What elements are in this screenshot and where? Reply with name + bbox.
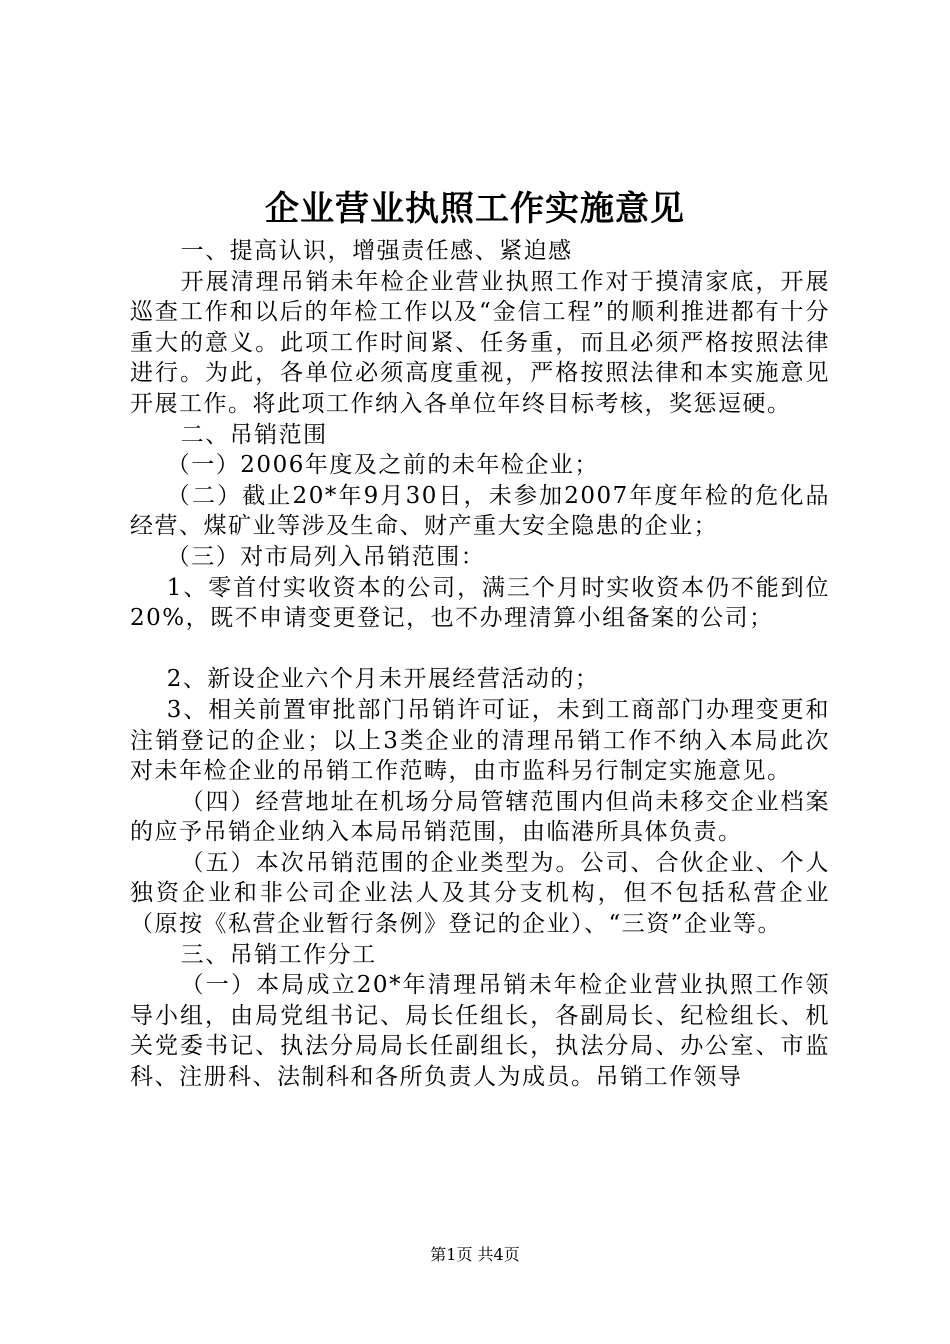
paragraph: （五）本次吊销范围的企业类型为。公司、合伙企业、个人独资企业和非公司企业法人及其分支机构，但不包括私营企业（原按《私营企业暂行条例》登记的企业）、“三资”企业等。 xyxy=(130,849,830,938)
paragraph: （一）本局成立20*年清理吊销未年检企业营业执照工作领导小组，由局党组书记、局长任组长，各副局长、纪检组长、机关党委书记、执法分局局长任副组长，执法分局、办公室、市监科、注册科、法制科和各所负责人为成员。吊销工作领导 xyxy=(130,972,830,1091)
paragraph: （四）经营地址在机场分局管辖范围内但尚未移交企业档案的应予吊销企业纳入本局吊销范围，由临港所具体负责。 xyxy=(130,788,830,846)
paragraph: 1、零首付实收资本的公司，满三个月时实收资本仍不能到位20%，既不申请变更登记，也不办理清算小组备案的公司； xyxy=(130,574,830,632)
document-title: 企业营业执照工作实施意见 xyxy=(265,189,685,229)
blank-line xyxy=(130,634,830,665)
paragraph: （二）截止20*年9月30日，未参加2007年度年检的危化品经营、煤矿业等涉及生命、财产重大安全隐患的企业； xyxy=(130,482,830,540)
section-heading-2: 二、吊销范围 xyxy=(180,421,328,448)
paragraph: （一）2006年度及之前的未年检企业； xyxy=(166,452,599,479)
paragraph: 开展清理吊销未年检企业营业执照工作对于摸清家底，开展巡查工作和以后的年检工作以及“金信工程”的顺利推进都有十分重大的意义。此项工作时间紧、任务重，而且必须严格按照法律进行。为此，各单位必须高度重视，严格按照法律和本实施意见开展工作。将此项工作纳入各单位年终目标考核，奖惩逗硬。 xyxy=(130,268,830,417)
paragraph: 2、新设企业六个月未开展经营活动的； xyxy=(166,666,600,693)
section-heading-1: 一、提高认识，增强责任感、紧迫感 xyxy=(180,238,573,264)
paragraph: （三）对市局列入吊销范围： xyxy=(166,543,486,570)
page-number: 第1页 共4页 xyxy=(430,1245,520,1264)
document-body xyxy=(130,236,830,1093)
section-heading-3: 三、吊销工作分工 xyxy=(180,941,377,968)
paragraph: 3、相关前置审批部门吊销许可证，未到工商部门办理变更和注销登记的企业；以上3类企业的清理吊销工作不纳入本局此次对未年检企业的吊销工作范畴，由市监科另行制定实施意见。 xyxy=(130,696,830,785)
